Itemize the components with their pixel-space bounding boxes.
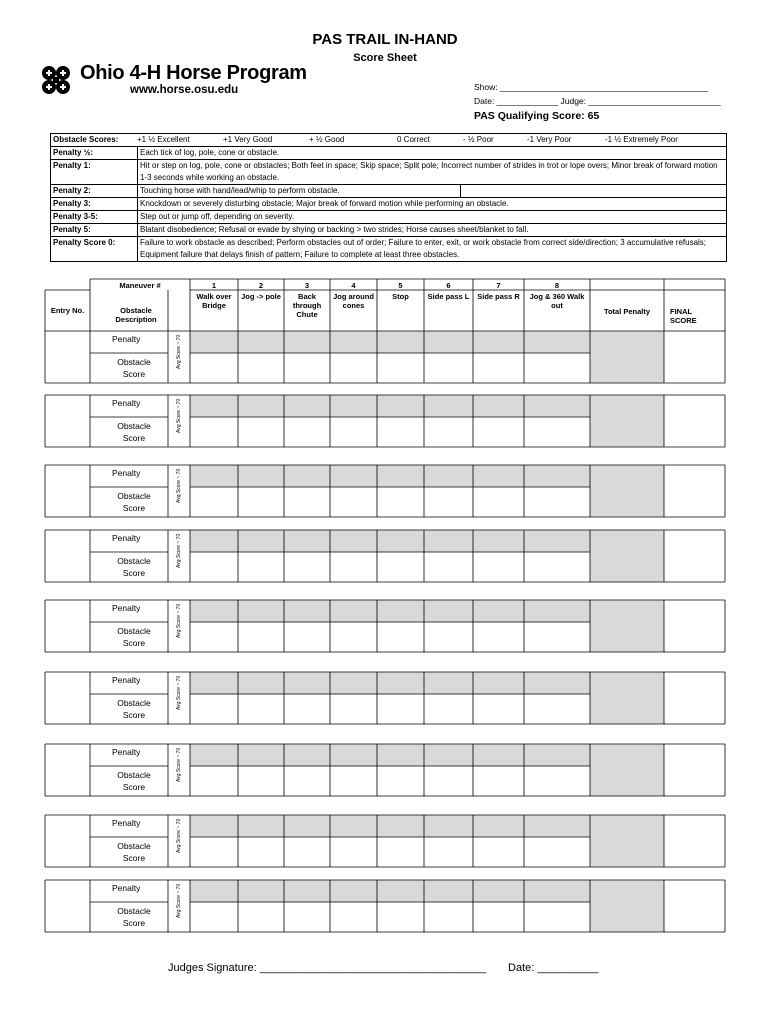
penalty-cell[interactable]: [524, 672, 590, 694]
final-score-header: FINAL SCORE: [670, 307, 697, 325]
penalty-cell[interactable]: [190, 744, 238, 766]
penalty-cell[interactable]: [330, 672, 377, 694]
avg-score-note: Avg Score ~ 70: [176, 398, 182, 433]
penalty-cell[interactable]: [284, 465, 330, 487]
penalty-cell[interactable]: [190, 465, 238, 487]
penalty-name: Penalty 3:: [53, 199, 91, 208]
penalty-cell[interactable]: [473, 465, 524, 487]
final-score-cell[interactable]: [664, 395, 725, 447]
penalty-cell[interactable]: [473, 672, 524, 694]
obstacle-name: Stop: [392, 292, 409, 301]
penalty-cell[interactable]: [424, 395, 473, 417]
show-field[interactable]: Show: ____________________________________________: [474, 82, 708, 92]
penalty-cell[interactable]: [424, 465, 473, 487]
penalty-cell[interactable]: [524, 465, 590, 487]
penalty-name: Penalty 2:: [53, 186, 91, 195]
entry-number-cell[interactable]: [45, 600, 90, 652]
final-score-cell[interactable]: [664, 672, 725, 724]
penalty-cell[interactable]: [473, 744, 524, 766]
penalty-cell[interactable]: [524, 530, 590, 552]
penalty-row-label: Penalty: [112, 675, 141, 685]
total-penalty-cell[interactable]: [590, 672, 664, 724]
penalty-cell[interactable]: [330, 880, 377, 902]
penalty-cell[interactable]: [377, 815, 424, 837]
penalty-desc: Blatant disobedience; Refusal or evade by shying or backing > two strides; Horse causes sheet/blanket to fall.: [137, 224, 726, 236]
avg-score-note: Avg Score ~ 70: [176, 468, 182, 503]
penalty-cell[interactable]: [284, 395, 330, 417]
penalty-cell[interactable]: [473, 331, 524, 353]
penalty-cell[interactable]: [473, 600, 524, 622]
maneuver-number: 3: [304, 281, 310, 290]
entry-number-cell[interactable]: [45, 465, 90, 517]
obstacle-score-row-label: Obstacle Score: [117, 626, 151, 648]
penalty-row-label: Penalty: [112, 398, 141, 408]
score-very-good: +1 Very Good: [223, 135, 273, 144]
penalty-desc: Knockdown or severely disturbing obstacle; Major break of forward motion while performing an obstacle.: [137, 198, 726, 210]
entry-number-cell[interactable]: [45, 530, 90, 582]
maneuver-number: 6: [446, 281, 451, 290]
penalty-cell[interactable]: [473, 880, 524, 902]
penalty-cell[interactable]: [424, 331, 473, 353]
penalty-cell[interactable]: [524, 331, 590, 353]
penalty-cell[interactable]: [424, 672, 473, 694]
penalty-cell[interactable]: [473, 395, 524, 417]
maneuver-number: 2: [258, 281, 264, 290]
total-penalty-header: Total Penalty: [603, 307, 651, 316]
penalty-cell[interactable]: [524, 744, 590, 766]
website-link[interactable]: www.horse.osu.edu: [130, 84, 239, 96]
obstacle-score-row-label: Obstacle Score: [117, 491, 151, 513]
penalty-name: Penalty 3-5:: [53, 212, 98, 221]
obstacle-name: Jog & 360 Walk out: [529, 292, 585, 310]
total-penalty-cell[interactable]: [590, 530, 664, 582]
final-score-cell[interactable]: [664, 744, 725, 796]
date-judge-field[interactable]: Date: _____________ Judge: ____________________________: [474, 96, 721, 106]
penalty-row-label: Penalty: [112, 533, 141, 543]
penalty-cell[interactable]: [284, 815, 330, 837]
avg-score-note: Avg Score ~ 70: [176, 533, 182, 568]
penalty-cell[interactable]: [524, 815, 590, 837]
obstacle-name: Side pass L: [427, 292, 470, 301]
penalty-desc: Touching horse with hand/lead/whip to perform obstacle.: [137, 185, 461, 197]
penalty-cell[interactable]: [190, 600, 238, 622]
entry-number-cell[interactable]: [45, 744, 90, 796]
obstacle-name: Walk over Bridge: [196, 292, 232, 310]
maneuver-header: Maneuver #: [119, 281, 161, 290]
penalty-cell[interactable]: [330, 744, 377, 766]
penalty-name: Penalty Score 0:: [53, 238, 116, 247]
penalty-cell[interactable]: [424, 600, 473, 622]
penalty-cell[interactable]: [238, 600, 284, 622]
penalty-cell[interactable]: [330, 815, 377, 837]
obstacle-description-header: Obstacle Description: [115, 306, 157, 324]
total-penalty-cell[interactable]: [590, 331, 664, 383]
final-score-cell[interactable]: [664, 530, 725, 582]
penalty-name: Penalty 1:: [53, 161, 91, 170]
penalty-cell[interactable]: [377, 331, 424, 353]
penalty-cell[interactable]: [424, 815, 473, 837]
total-penalty-cell[interactable]: [590, 465, 664, 517]
signature-date-field[interactable]: Date: __________: [508, 962, 599, 974]
penalty-cell[interactable]: [284, 744, 330, 766]
total-penalty-cell[interactable]: [590, 880, 664, 932]
penalty-cell[interactable]: [377, 880, 424, 902]
entry-header: Entry No.: [50, 306, 85, 315]
judge-signature-field[interactable]: Judges Signature: _____________________________________: [168, 962, 487, 974]
penalty-cell[interactable]: [238, 880, 284, 902]
obstacle-score-row-label: Obstacle Score: [117, 841, 151, 863]
avg-score-note: Avg Score ~ 70: [176, 883, 182, 918]
penalty-cell[interactable]: [473, 530, 524, 552]
entry-number-cell[interactable]: [45, 880, 90, 932]
score-poor: - ½ Poor: [463, 135, 494, 144]
penalty-desc: Hit or step on log, pole, cone or obstacles; Both feet in space; Skip space; Split pole; Incorrect number of strides in trot or lope overs; Minor break of forward motion 1-3 seconds while working an obstacle.: [137, 160, 726, 184]
penalty-name: Penalty 5:: [53, 225, 91, 234]
penalty-cell[interactable]: [473, 815, 524, 837]
penalty-cell[interactable]: [284, 331, 330, 353]
total-penalty-cell[interactable]: [590, 600, 664, 652]
penalty-cell[interactable]: [238, 530, 284, 552]
entry-number-cell[interactable]: [45, 331, 90, 383]
penalty-cell[interactable]: [377, 672, 424, 694]
maneuver-number: 4: [351, 281, 356, 290]
avg-score-note: Avg Score ~ 70: [176, 675, 182, 710]
page-subtitle: Score Sheet: [353, 52, 417, 64]
penalty-row-label: Penalty: [112, 747, 141, 757]
entry-number-cell[interactable]: [45, 815, 90, 867]
maneuver-number: 5: [398, 281, 403, 290]
avg-score-note: Avg Score ~ 70: [176, 747, 182, 782]
maneuver-number: 7: [496, 281, 501, 290]
penalty-cell[interactable]: [377, 600, 424, 622]
score-very-poor: -1 Very Poor: [527, 135, 572, 144]
penalty-cell[interactable]: [424, 530, 473, 552]
entry-number-cell[interactable]: [45, 395, 90, 447]
obstacle-score-row-label: Obstacle Score: [117, 906, 151, 928]
penalty-cell[interactable]: [190, 672, 238, 694]
total-penalty-cell[interactable]: [590, 395, 664, 447]
avg-score-note: Avg Score ~ 70: [176, 603, 182, 638]
penalty-cell[interactable]: [238, 465, 284, 487]
maneuver-number: 1: [211, 281, 217, 290]
penalty-cell[interactable]: [284, 530, 330, 552]
obstacle-score-row-label: Obstacle Score: [117, 770, 151, 792]
score-extremely-poor: -1 ½ Extremely Poor: [605, 135, 678, 144]
score-good: + ½ Good: [309, 135, 345, 144]
penalty-cell[interactable]: [190, 530, 238, 552]
final-score-cell[interactable]: [664, 331, 725, 383]
penalty-name: Penalty ½:: [53, 148, 94, 157]
obstacle-name: Jog around cones: [333, 292, 374, 310]
final-score-cell[interactable]: [664, 815, 725, 867]
score-correct: 0 Correct: [397, 135, 430, 144]
final-score-cell[interactable]: [664, 465, 725, 517]
penalty-cell[interactable]: [190, 395, 238, 417]
penalty-cell[interactable]: [190, 880, 238, 902]
qualifying-score: PAS Qualifying Score: 65: [474, 110, 600, 122]
entry-number-cell[interactable]: [45, 672, 90, 724]
penalty-cell[interactable]: [330, 331, 377, 353]
penalty-cell[interactable]: [238, 395, 284, 417]
penalty-cell[interactable]: [190, 815, 238, 837]
penalty-cell[interactable]: [330, 600, 377, 622]
avg-score-note: Avg Score ~ 70: [176, 334, 182, 369]
obstacle-score-row-label: Obstacle Score: [117, 421, 151, 443]
penalty-cell[interactable]: [424, 744, 473, 766]
penalty-desc: Each tick of log, pole, cone or obstacle.: [137, 147, 726, 159]
scores-label: Obstacle Scores:: [53, 135, 119, 144]
obstacle-name: Side pass R: [477, 292, 520, 301]
penalty-cell[interactable]: [524, 600, 590, 622]
score-excellent: +1 ½ Excellent: [137, 135, 190, 144]
total-penalty-cell[interactable]: [590, 744, 664, 796]
penalty-cell[interactable]: [238, 815, 284, 837]
penalty-cell[interactable]: [524, 395, 590, 417]
obstacle-score-row-label: Obstacle Score: [117, 357, 151, 379]
penalty-cell[interactable]: [330, 395, 377, 417]
obstacle-name: Back through Chute: [292, 292, 322, 319]
penalty-cell[interactable]: [377, 395, 424, 417]
penalty-row-label: Penalty: [112, 334, 141, 344]
penalty-cell[interactable]: [524, 880, 590, 902]
penalty-cell[interactable]: [284, 600, 330, 622]
penalty-cell[interactable]: [190, 331, 238, 353]
penalty-row-label: Penalty: [112, 603, 141, 613]
final-score-cell[interactable]: [664, 600, 725, 652]
penalty-cell[interactable]: [238, 331, 284, 353]
penalty-cell[interactable]: [424, 880, 473, 902]
obstacle-score-row-label: Obstacle Score: [117, 556, 151, 578]
penalty-cell[interactable]: [377, 530, 424, 552]
penalty-cell[interactable]: [330, 465, 377, 487]
avg-score-note: Avg Score ~ 70: [176, 818, 182, 853]
penalty-cell[interactable]: [330, 530, 377, 552]
page-title: PAS TRAIL IN-HAND: [312, 31, 458, 48]
penalty-cell[interactable]: [377, 465, 424, 487]
penalty-desc: Step out or jump off, depending on severity.: [137, 211, 726, 223]
penalty-cell[interactable]: [238, 744, 284, 766]
penalty-cell[interactable]: [284, 880, 330, 902]
org-name: Ohio 4-H Horse Program: [80, 62, 307, 84]
penalty-cell[interactable]: [238, 672, 284, 694]
total-penalty-cell[interactable]: [590, 815, 664, 867]
obstacle-score-row-label: Obstacle Score: [117, 698, 151, 720]
penalty-row-label: Penalty: [112, 818, 141, 828]
penalty-row-label: Penalty: [112, 883, 141, 893]
penalty-desc: Failure to work obstacle as described; Perform obstacles out of order; Failure to enter, exit, or work obstacle from correct side/direction; 3 accumulative refusals; Equipment failure that delays finish of pattern; Failure to complete at least three obstacles.: [137, 237, 726, 261]
final-score-cell[interactable]: [664, 880, 725, 932]
penalty-cell[interactable]: [284, 672, 330, 694]
penalty-cell[interactable]: [377, 744, 424, 766]
maneuver-number: 8: [554, 281, 560, 290]
penalty-row-label: Penalty: [112, 468, 141, 478]
obstacle-name: Jog -> pole: [241, 292, 281, 301]
